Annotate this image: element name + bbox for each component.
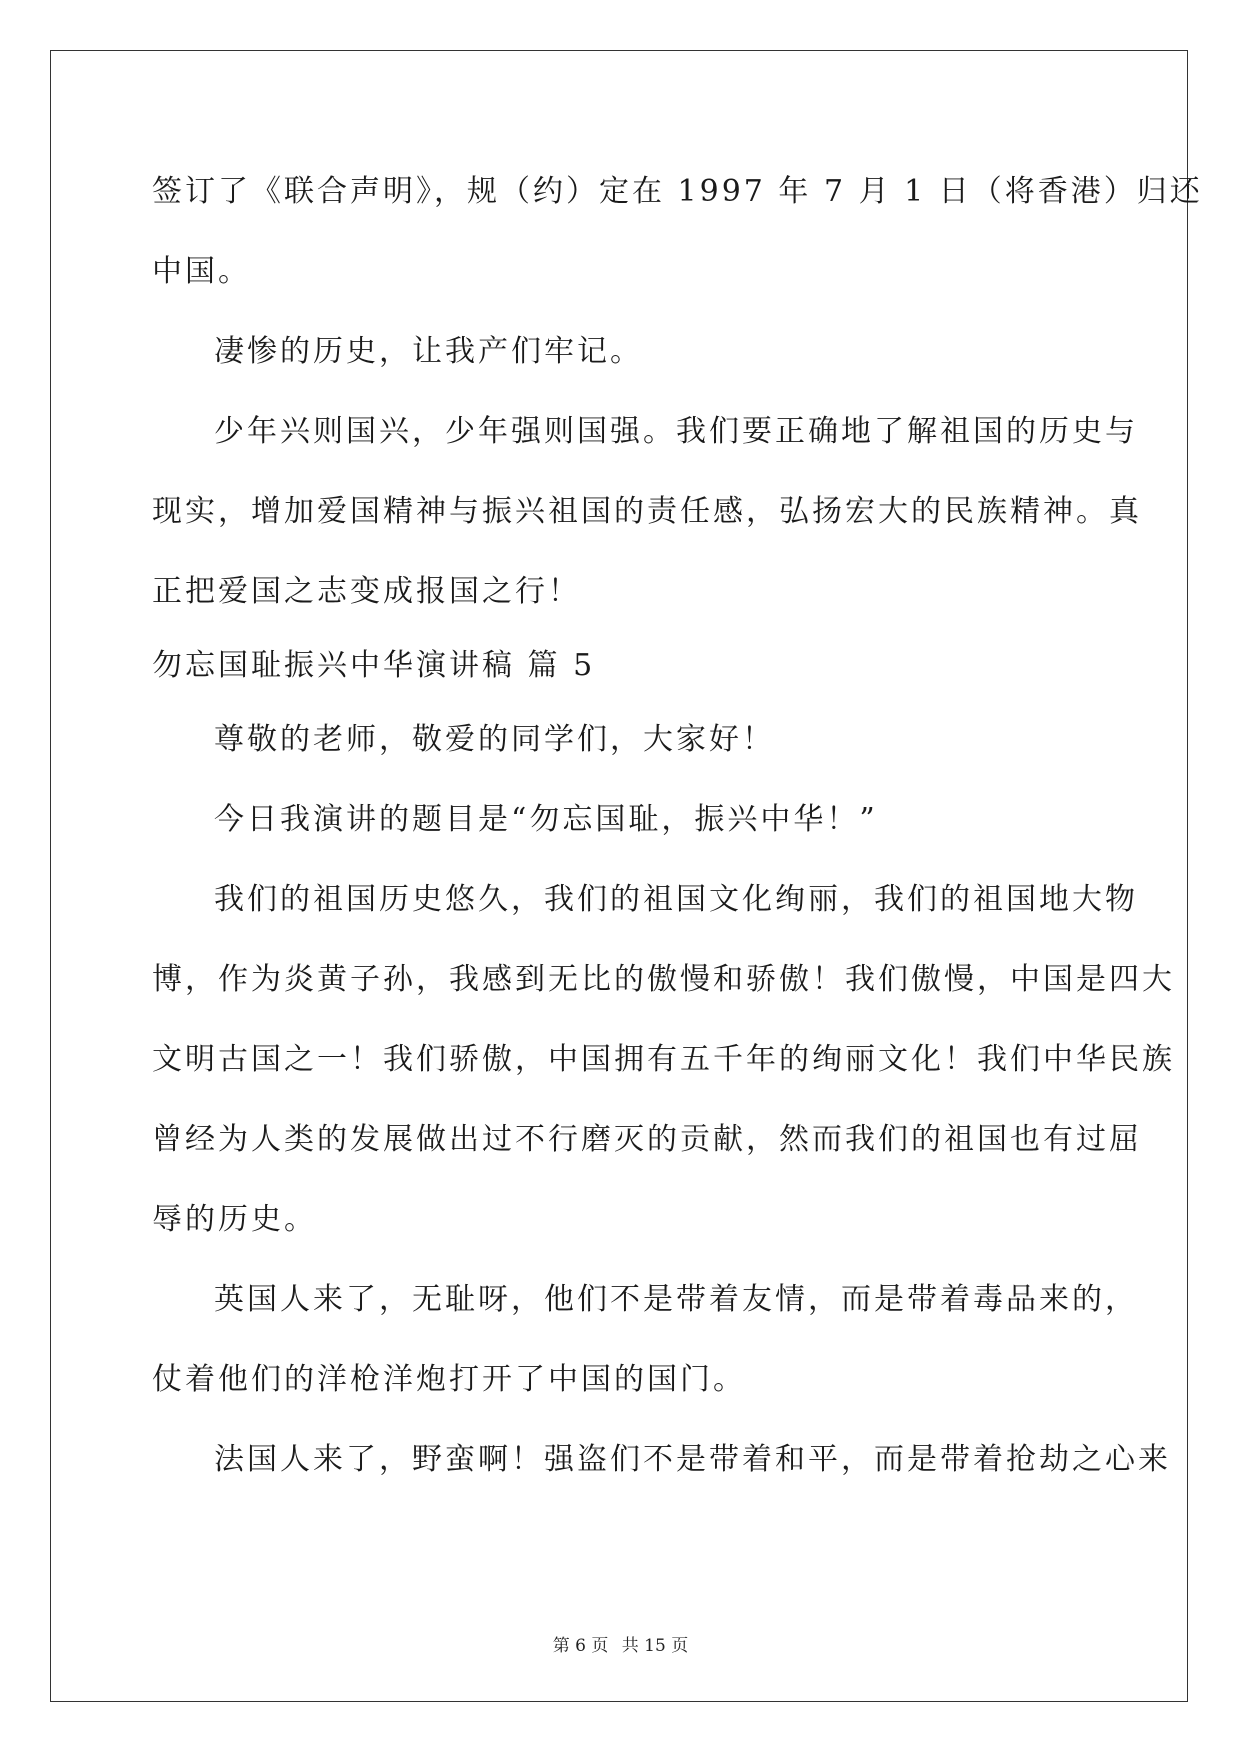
page-total: 共 15 页 — [621, 1636, 689, 1656]
text-line: 签订了《联合声明》，规（约）定在 1997 年 7 月 1 日（将香港）归还 — [152, 174, 1203, 209]
text-line: 尊敬的老师，敬爱的同学们，大家好！ — [214, 722, 775, 757]
text-line: 文明古国之一！我们骄傲，中国拥有五千年的绚丽文化！我们中华民族 — [152, 1042, 1175, 1077]
text-line: 曾经为人类的发展做出过不行磨灭的贡献，然而我们的祖国也有过屈 — [152, 1122, 1142, 1157]
text-line: 今日我演讲的题目是“勿忘国耻，振兴中华！” — [214, 802, 878, 837]
text-line: 仗着他们的洋枪洋炮打开了中国的国门。 — [152, 1362, 746, 1397]
section-heading: 勿忘国耻振兴中华演讲稿 篇 5 — [152, 648, 596, 683]
text-line: 我们的祖国历史悠久，我们的祖国文化绚丽，我们的祖国地大物 — [214, 882, 1138, 917]
text-line: 少年兴则国兴，少年强则国强。我们要正确地了解祖国的历史与 — [214, 414, 1138, 449]
text-line: 博，作为炎黄子孙，我感到无比的傲慢和骄傲！我们傲慢，中国是四大 — [152, 962, 1175, 997]
text-line: 凄惨的历史，让我产们牢记。 — [214, 334, 643, 369]
text-line: 法国人来了，野蛮啊！强盗们不是带着和平，而是带着抢劫之心来 — [214, 1442, 1171, 1477]
text-line: 正把爱国之志变成报国之行！ — [152, 574, 581, 609]
text-line: 辱的历史。 — [152, 1202, 317, 1237]
text-line: 中国。 — [152, 254, 251, 289]
page-footer — [0, 1631, 1241, 1656]
page-number: 第 6 页 — [552, 1636, 609, 1656]
text-line: 英国人来了，无耻呀，他们不是带着友情，而是带着毒品来的， — [214, 1282, 1138, 1317]
text-line: 现实，增加爱国精神与振兴祖国的责任感，弘扬宏大的民族精神。真 — [152, 494, 1142, 529]
